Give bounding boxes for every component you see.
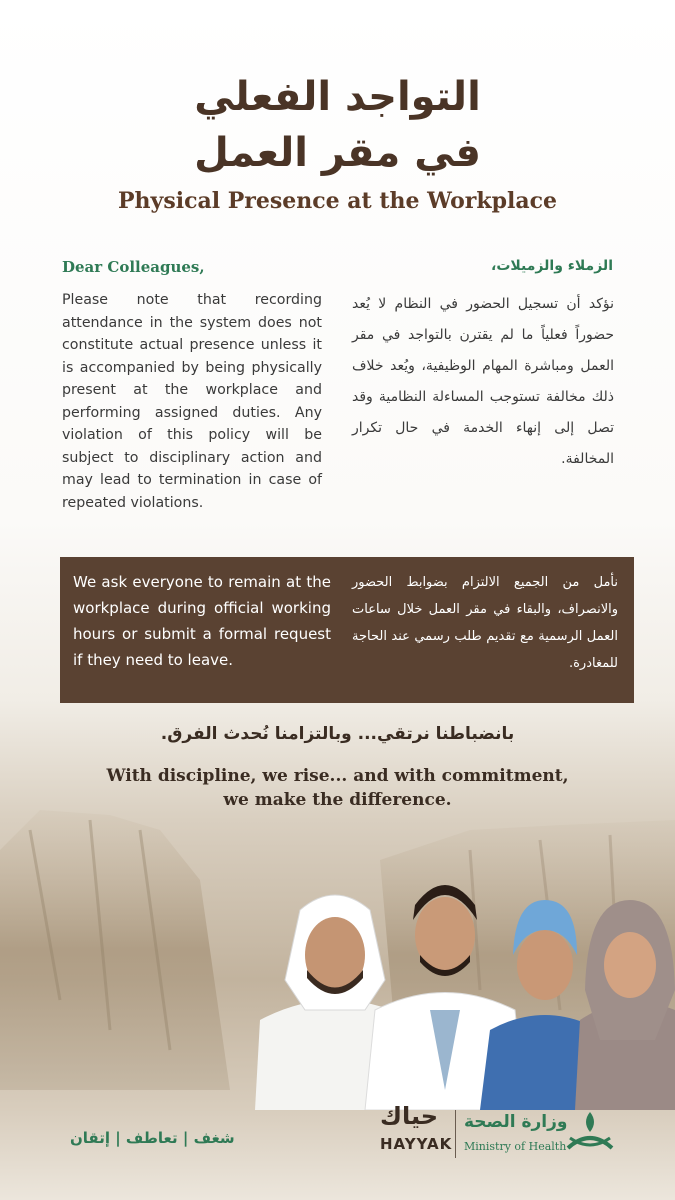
values-tagline: شغف | تعاطف | إتقان <box>70 1129 235 1147</box>
body-english: Please note that recording attendance in the system does not constitute actual presence unless it is accompanied by being physically present at the workplace and performing assigned duties. Any violation of this policy will be subject to disciplinary action and may lead to termination in case of repeated violations. <box>62 292 322 511</box>
title-arabic-line2: في مقر العمل <box>194 130 481 176</box>
ministry-name-arabic: وزارة الصحة <box>464 1112 568 1132</box>
slogan-english-line1: With discipline, we rise... and with commitment, <box>106 766 569 786</box>
greeting-english: Dear Colleagues, <box>62 258 205 276</box>
greeting-arabic: الزملاء والزميلات، <box>491 258 613 274</box>
person-hijab <box>575 900 675 1110</box>
title-arabic-line1: التواجد الفعلي <box>194 74 481 120</box>
body-arabic: نؤكد أن تسجيل الحضور في النظام لا يُعد حضوراً فعلياً ما لم يقترن بالتواجد في مقر العمل ومباشرة المهام الوظيفية، ويُعد خلاف ذلك مخالفة تستوجب المساءلة النظامية وقد تصل إلى إنهاء الخدمة في حال تكرار المخالفة. <box>352 296 614 467</box>
healthcare-workers-illustration <box>225 860 675 1110</box>
ministry-name-english: Ministry of Health <box>464 1140 567 1153</box>
request-arabic: نأمل من الجميع الالتزام بضوابط الحضور والانصراف، والبقاء في مقر العمل خلال ساعات العمل الرسمية مع تقديم طلب رسمي عند الحاجة للمغادرة. <box>352 575 618 671</box>
title-english: Physical Presence at the Workplace <box>118 188 557 214</box>
slogan-arabic: بانضباطنا نرتقي... وبالتزامنا نُحدث الفرق. <box>160 724 515 744</box>
hayyak-logo-arabic: حياك <box>380 1102 439 1130</box>
ministry-emblem-icon <box>560 1108 620 1156</box>
hayyak-logo-english: HAYYAK <box>380 1135 453 1153</box>
logo-divider <box>455 1110 456 1158</box>
slogan-english-line2: we make the difference. <box>223 790 452 810</box>
request-english: We ask everyone to remain at the workplace during official working hours or submit a formal request if they need to leave. <box>73 573 331 669</box>
